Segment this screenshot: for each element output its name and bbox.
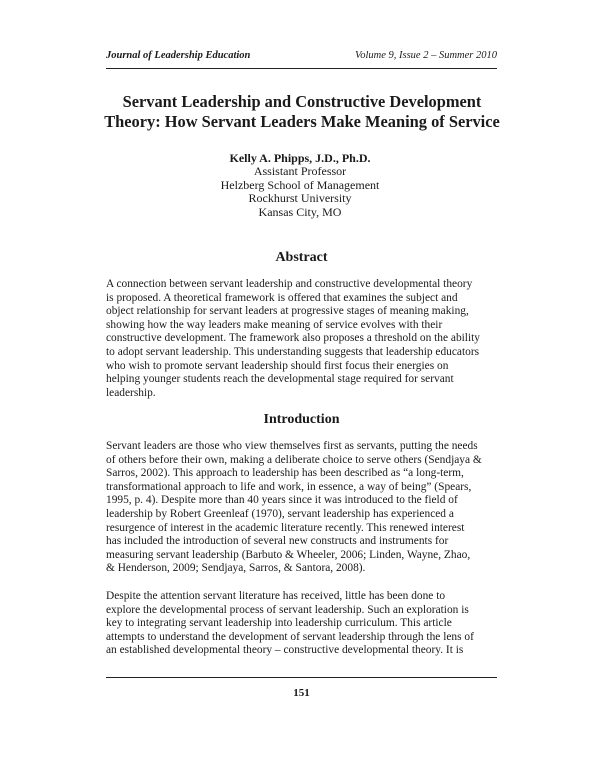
paragraph-line: explore the developmental process of servant leadership. Such an exploration is	[106, 603, 469, 616]
paragraph-line: Sarros, 2002). This approach to leadership has been described as “a long-term,	[106, 467, 464, 480]
paragraph-line: Despite the attention servant literature has received, little has been done to	[106, 590, 446, 602]
abstract-line: helping younger students reach the developmental stage required for servant	[106, 373, 454, 386]
abstract-text	[106, 278, 516, 400]
title-line: Theory: How Servant Leaders Make Meaning of Service	[104, 112, 500, 131]
running-header	[106, 50, 497, 61]
introduction-paragraph-1	[106, 440, 516, 576]
abstract-line: object relationship for servant leaders at progressive stages of meaning making,	[106, 305, 469, 318]
author-name: Kelly A. Phipps, J.D., Ph.D.	[229, 151, 371, 165]
paragraph-line: has included the introduction of several new constructs and instruments for	[106, 535, 449, 548]
paragraph-line: of others before their own, making a deliberate choice to serve others (Sendjaya &	[106, 453, 482, 466]
paragraph-line: leadership by Robert Greenleaf (1970), servant leadership has experienced a	[106, 507, 454, 520]
author-university: Rockhurst University	[248, 191, 352, 206]
abstract-line: leadership.	[106, 386, 156, 399]
footer-rule	[106, 677, 497, 678]
introduction-heading: Introduction	[263, 412, 340, 427]
abstract-line: to adopt servant leadership. This understanding suggests that leadership educators	[106, 345, 480, 358]
abstract-line: who wish to promote servant leadership should first focus their energies on	[106, 359, 449, 372]
paragraph-line: resurgence of interest in the academic literature recently. This renewed interest	[106, 521, 465, 534]
paragraph-line: transformational approach to life and work, in essence, a way of being” (Spears,	[106, 480, 472, 493]
paper-title	[100, 92, 504, 132]
header-rule	[106, 68, 497, 69]
abstract-line: is proposed. A theoretical framework is offered that examines the subject and	[106, 291, 458, 304]
paragraph-line: attempts to understand the development of servant leadership through the lens of	[106, 630, 474, 643]
issue-info: Volume 9, Issue 2 – Summer 2010	[354, 50, 497, 61]
abstract-line: showing how the way leaders make meaning of service evolves with their	[106, 318, 443, 331]
page-number: 151	[293, 687, 310, 699]
author-position: Assistant Professor	[253, 164, 347, 179]
abstract-heading: Abstract	[275, 250, 328, 265]
abstract-line: A connection between servant leadership and constructive developmental theory	[106, 278, 473, 290]
abstract-line: constructive development. The framework also proposes a threshold on the ability	[106, 332, 480, 345]
title-line: Servant Leadership and Constructive Development	[122, 92, 482, 111]
author-school: Helzberg School of Management	[220, 177, 380, 192]
paragraph-line: & Henderson, 2009; Sendjaya, Sarros, & Santora, 2008).	[106, 562, 366, 575]
journal-name: Journal of Leadership Education	[106, 50, 251, 61]
paragraph-line: an established developmental theory – constructive developmental theory. It is	[106, 644, 464, 657]
author-location: Kansas City, MO	[258, 204, 342, 219]
paragraph-line: Servant leaders are those who view themselves first as servants, putting the needs	[106, 440, 478, 452]
paragraph-line: key to integrating servant leadership into leadership curriculum. This article	[106, 617, 452, 630]
author-block	[150, 152, 450, 219]
paragraph-line: measuring servant leadership (Barbuto & Wheeler, 2006; Linden, Wayne, Zhao,	[106, 548, 471, 561]
paragraph-line: 1995, p. 4). Despite more than 40 years since it was introduced to the field of	[106, 494, 458, 507]
introduction-paragraph-2	[106, 590, 516, 658]
